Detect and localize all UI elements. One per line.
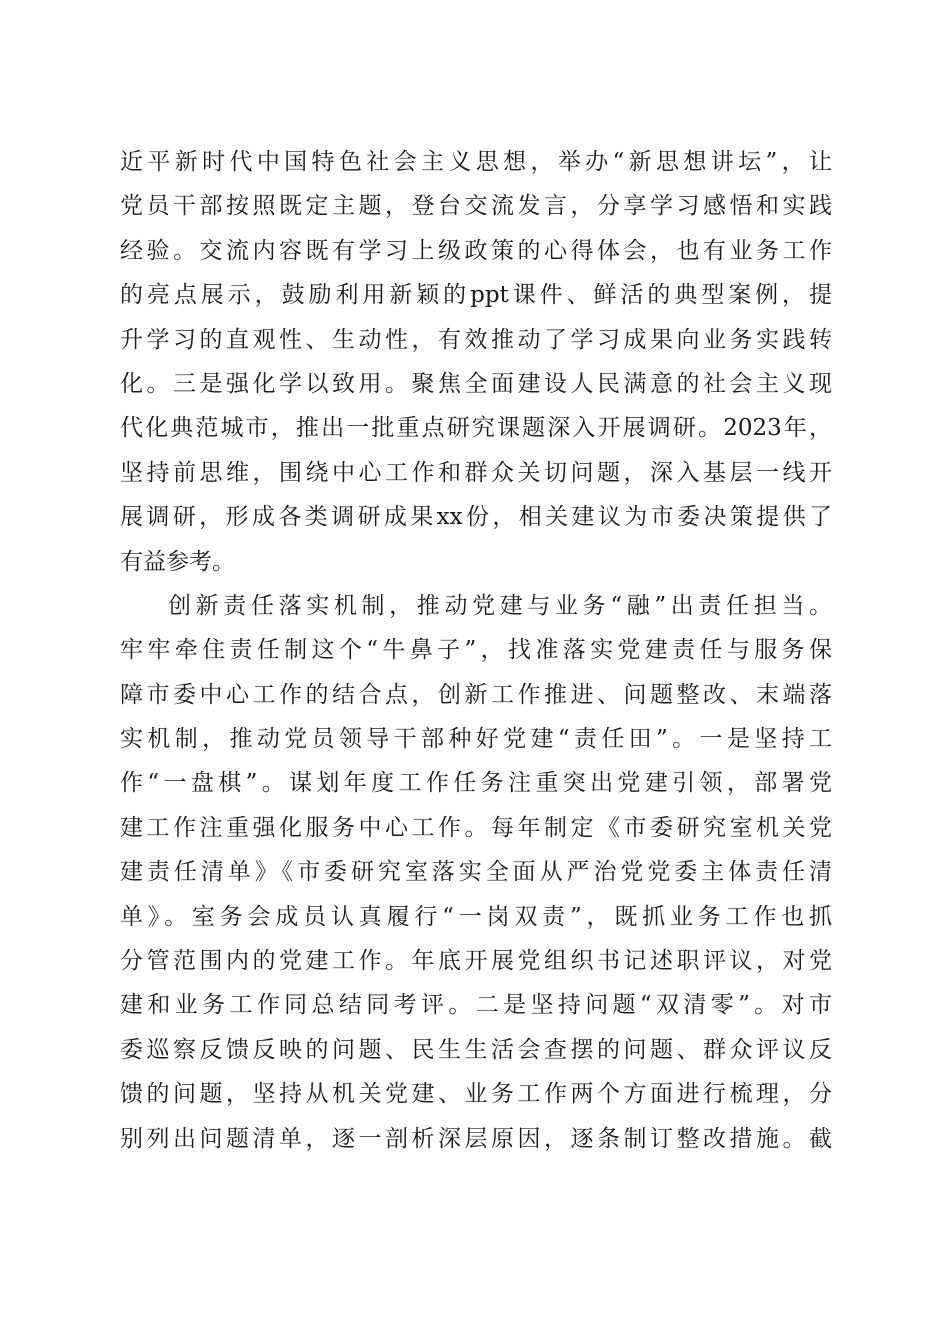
text-line: 馈的问题，坚持从机关党建、业务工作两个方面进行梳理，分 bbox=[120, 1081, 832, 1108]
paragraph-heading-line: 创新责任落实机制，推动党建与业务“融”出责任担当。 bbox=[168, 592, 832, 619]
text-line: 建和业务工作同总结同考评。二是坚持问题“双清零”。对市 bbox=[120, 992, 832, 1019]
text-line: 建工作注重强化服务中心工作。每年制定《市委研究室机关党 bbox=[120, 814, 832, 841]
text-line: 代化典范城市，推出一批重点研究课题深入开展调研。2023年， bbox=[120, 415, 832, 442]
paragraph-study-forum bbox=[120, 140, 832, 584]
text-line: 障市委中心工作的结合点，创新工作推进、问题整改、末端落 bbox=[120, 681, 832, 708]
text-line: 坚持前思维，围绕中心工作和群众关切问题，深入基层一线开 bbox=[120, 459, 832, 486]
text-line: 近平新时代中国特色社会主义思想，举办“新思想讲坛”，让 bbox=[120, 149, 832, 175]
text-line: 展调研，形成各类调研成果xx份，相关建议为市委决策提供了 bbox=[120, 504, 832, 531]
text-line: 建责任清单》《市委研究室落实全面从严治党党委主体责任清 bbox=[120, 859, 832, 886]
paragraph-responsibility-mechanism bbox=[120, 584, 832, 1161]
text-line: 升学习的直观性、生动性，有效推动了学习成果向业务实践转 bbox=[120, 326, 832, 353]
text-line: 别列出问题清单，逐一剖析深层原因，逐条制订整改措施。截 bbox=[120, 1125, 832, 1152]
text-line: 牢牢牵住责任制这个“牛鼻子”，找准落实党建责任与服务保 bbox=[120, 637, 832, 664]
text-line: 党员干部按照既定主题，登台交流发言，分享学习感悟和实践 bbox=[120, 193, 832, 220]
text-line: 经验。交流内容既有学习上级政策的心得体会，也有业务工作 bbox=[120, 237, 832, 264]
text-line: 实机制，推动党员领导干部种好党建“责任田”。一是坚持工 bbox=[120, 726, 832, 753]
text-line: 单》。室务会成员认真履行“一岗双责”，既抓业务工作也抓 bbox=[120, 903, 832, 930]
body-text bbox=[120, 140, 832, 1161]
text-line: 分管范围内的党建工作。年底开展党组织书记述职评议，对党 bbox=[120, 948, 832, 975]
text-line: 的亮点展示，鼓励利用新颖的ppt课件、鲜活的典型案例，提 bbox=[120, 282, 832, 309]
text-line: 化。三是强化学以致用。聚焦全面建设人民满意的社会主义现 bbox=[120, 370, 832, 397]
text-line: 作“一盘棋”。谋划年度工作任务注重突出党建引领，部署党 bbox=[120, 770, 832, 797]
text-line: 有益参考。 bbox=[120, 548, 235, 575]
text-line: 委巡察反馈反映的问题、民生生活会查摆的问题、群众评议反 bbox=[120, 1036, 832, 1063]
